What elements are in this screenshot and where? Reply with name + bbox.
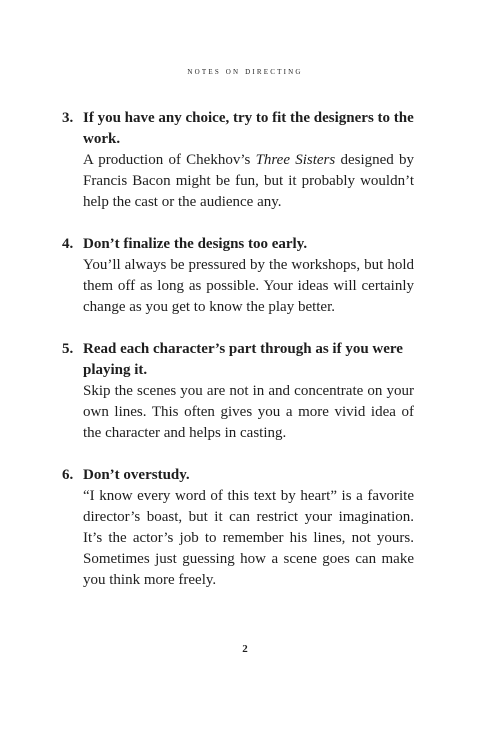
play-title: Three Sisters (255, 152, 336, 168)
entry-heading: Don’t overstudy. (83, 467, 190, 483)
entry-heading: If you have any choice, try to fit the designers to the work. (83, 110, 414, 147)
entry-list (62, 108, 414, 612)
entry-body: “I know every word of this text by heart” is a favorite director’s boast, but it can restrict your imagination. It’s the actor’s job to remember his lines, not yours. Sometimes just guessing how a scene goes can make you think more freely. (83, 488, 414, 588)
entry-body-text: designed by Francis Bacon might be fun, but it probably wouldn’t help the cast or the audience any. (83, 152, 415, 210)
entry-number: 5. (62, 341, 74, 357)
entry-number: 4. (62, 236, 74, 252)
list-item (62, 108, 414, 213)
entry-body: You’ll always be pressured by the workshops, but hold them off as long as possible. Your ideas will certainly change as you get to know the play better. (83, 257, 414, 315)
running-head: notes on directing (187, 66, 303, 77)
entry-number: 6. (62, 467, 74, 483)
entry-heading: Read each character’s part through as if you were playing it. (83, 341, 403, 378)
list-item (62, 339, 414, 444)
list-item (62, 234, 414, 318)
entry-number: 3. (62, 110, 74, 126)
list-item (62, 465, 414, 591)
entry-body (83, 150, 414, 213)
entry-body: Skip the scenes you are not in and concentrate on your own lines. This often gives you a more vivid idea of the character and helps in casting. (83, 383, 414, 441)
entry-body-text: A production of Chekhov’s (83, 152, 256, 168)
page-number: 2 (242, 643, 248, 655)
entry-heading: Don’t finalize the designs too early. (83, 236, 308, 252)
